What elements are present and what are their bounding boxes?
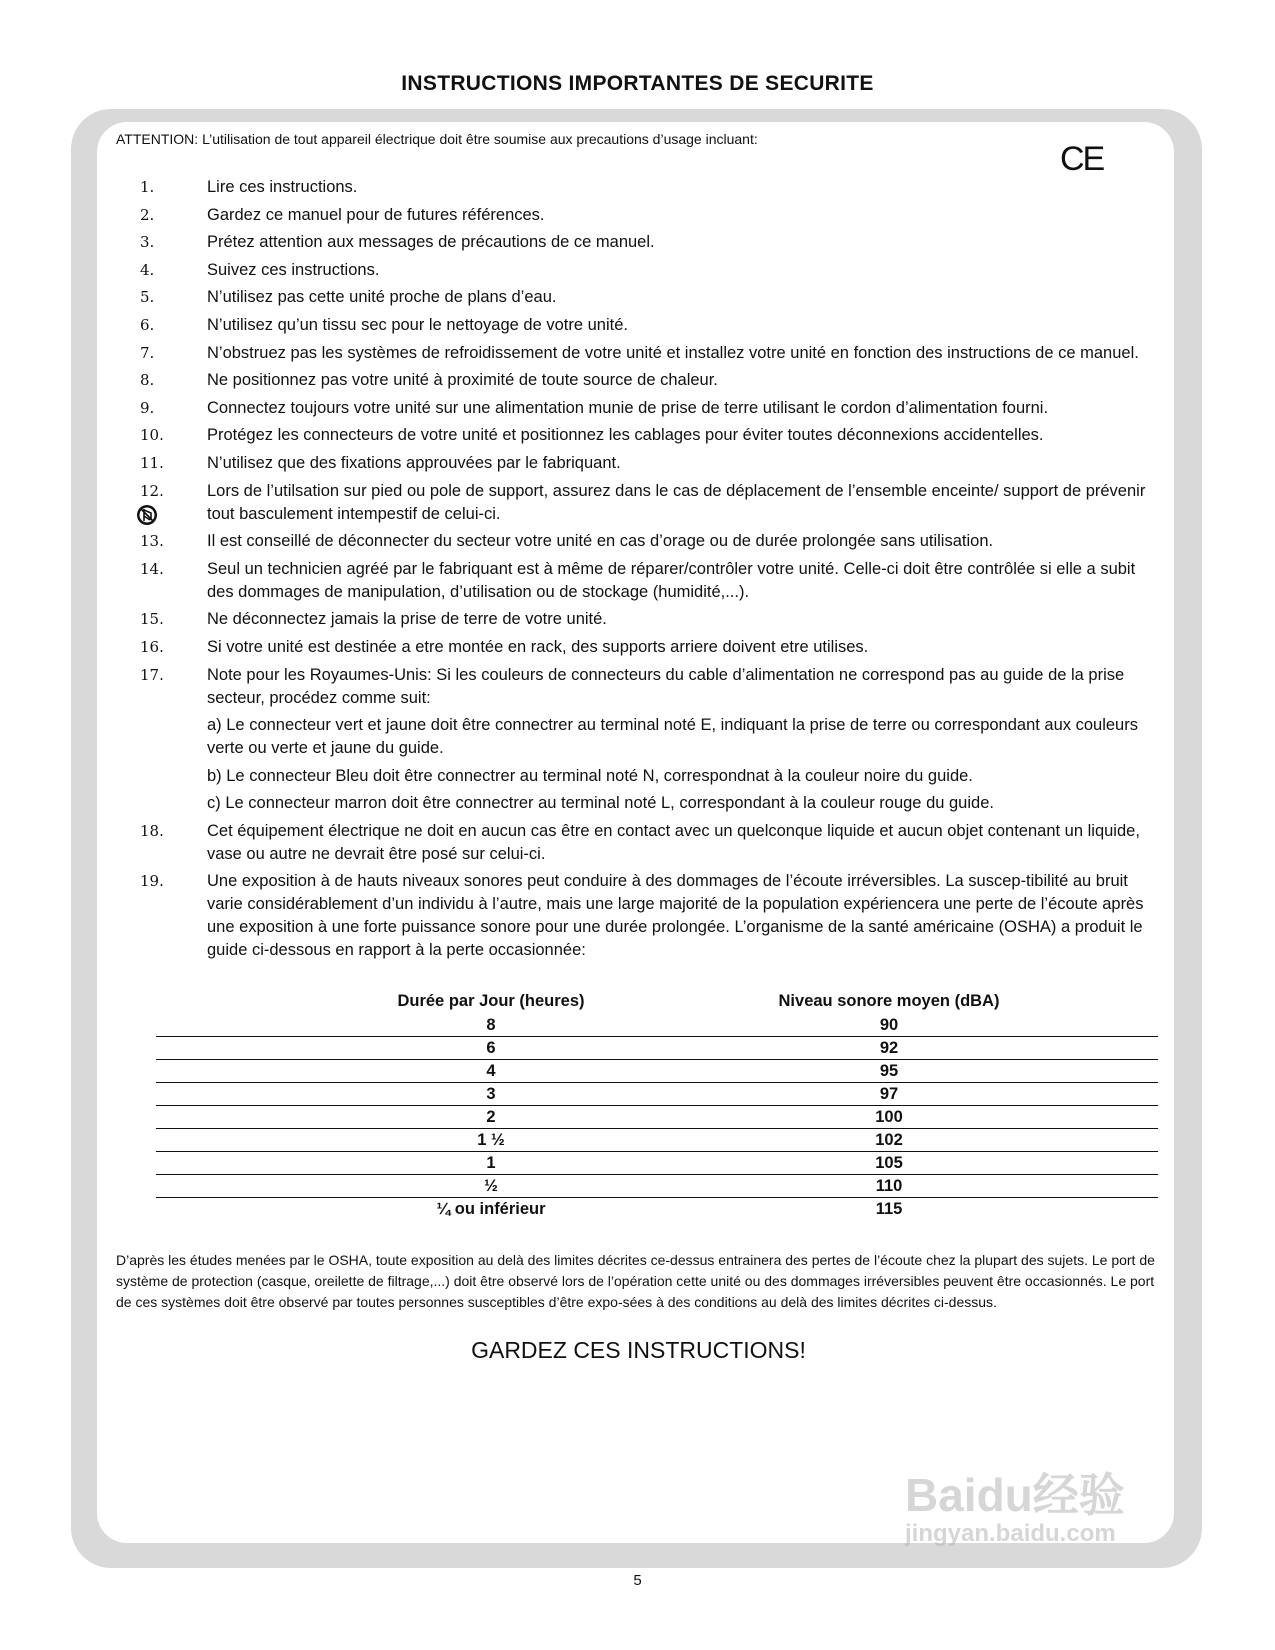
table-header <box>156 990 1158 1014</box>
item-text: Une exposition à de hauts niveaux sonores peut conduire à des dommages de l’écoute irréversibles. La suscep-tibilité au bruit varie considérablement d’un individu à l’autre, mais une large majorité de la population expériencera une perte de l’écoute après une exposition à une forte puissance sonore pour une durée prolongée. L’organisme de la santé américaine (OSHA) a produit le guide ci-dessous en rapport à la perte occasionnée: <box>207 872 1144 960</box>
item-number: 8. <box>140 371 155 390</box>
item-number: 5. <box>140 288 155 307</box>
item-number: 3. <box>140 233 155 252</box>
list-item <box>140 286 1160 309</box>
list-item <box>140 397 1160 420</box>
list-item <box>140 558 1160 604</box>
list-item <box>140 530 1160 553</box>
item-number: 14. <box>140 559 164 578</box>
sub-item: c) Le connecteur marron doit être connectrer au terminal noté L, correspondant à la couleur rouge du guide. <box>207 794 994 813</box>
list-item <box>140 608 1160 631</box>
level-cell: 102 <box>875 1131 903 1150</box>
tripod-warning-icon <box>136 504 158 526</box>
header-duration: Durée par Jour (heures) <box>397 992 585 1011</box>
sub-item: b) Le connecteur Bleu doit être connectrer au terminal noté N, correspondnat à la couleur noire du guide. <box>207 766 973 785</box>
item-number: 6. <box>140 315 155 334</box>
duration-cell: 2 <box>486 1108 496 1127</box>
duration-cell: ½ <box>484 1177 498 1196</box>
keep-instructions-heading: GARDEZ CES INSTRUCTIONS! <box>471 1337 806 1364</box>
item-number: 16. <box>140 637 164 656</box>
watermark <box>905 1470 1125 1548</box>
item-text: Il est conseillé de déconnecter du secteur votre unité en cas d’orage ou de durée prolongée sans utilisation. <box>207 532 994 551</box>
list-item <box>140 176 1160 199</box>
duration-cell: 4 <box>486 1062 496 1081</box>
level-cell: 105 <box>875 1154 903 1173</box>
duration-cell: 1 <box>486 1154 496 1173</box>
table-row <box>156 1152 1158 1175</box>
list-item <box>140 314 1160 337</box>
item-text: Note pour les Royaumes-Unis: Si les couleurs de connecteurs du cable d’alimentation ne correspond pas au guide de la prise secteur, procédez comme suit: <box>207 665 1125 707</box>
duration-cell: 1 ½ <box>477 1131 505 1150</box>
item-number: 9. <box>140 398 155 417</box>
watermark-logo: Baidu经验 <box>905 1469 1125 1521</box>
level-cell: 92 <box>879 1039 899 1058</box>
item-number: 11. <box>140 453 164 472</box>
item-text: N’utilisez qu’un tissu sec pour le nettoyage de votre unité. <box>207 315 628 334</box>
level-cell: 97 <box>879 1085 899 1104</box>
item-text: Prétez attention aux messages de précautions de ce manuel. <box>207 233 655 252</box>
item-text: Seul un technicien agréé par le fabriquant est à même de réparer/contrôler votre unité. Celle-ci doit être contrôlée si elle a subit des dommages de manipulation, d’utilisation ou de stockage (humidité,...). <box>207 559 1136 601</box>
table-row <box>156 1014 1158 1037</box>
instruction-list <box>140 176 1160 962</box>
item-number: 15. <box>140 610 164 629</box>
item-number: 7. <box>140 343 155 362</box>
item-number: 2. <box>140 205 155 224</box>
item-text: Cet équipement électrique ne doit en aucun cas être en contact avec un quelconque liquide et aucun objet contenant un liquide, vase ou autre ne devrait être posé sur celui-ci. <box>207 821 1140 863</box>
table-row <box>156 1175 1158 1198</box>
header-level: Niveau sonore moyen (dBA) <box>778 992 1000 1011</box>
level-cell: 95 <box>879 1062 899 1081</box>
item-text: Suivez ces instructions. <box>207 260 380 279</box>
item-number: 10. <box>140 426 164 445</box>
item-text: N’utilisez pas cette unité proche de plans d’eau. <box>207 288 557 307</box>
item-text: Si votre unité est destinée a etre montée en rack, des supports arriere doivent etre utilises. <box>207 637 869 656</box>
table-row <box>156 1083 1158 1106</box>
level-cell: 100 <box>875 1108 903 1127</box>
item-text: N’utilisez que des fixations approuvées par le fabriquant. <box>207 453 621 472</box>
duration-cell: 3 <box>486 1085 496 1104</box>
attention-text: ATTENTION: L’utilisation de tout appareil électrique doit être soumise aux precautions d’usage incluant: <box>116 131 758 147</box>
table-row <box>156 1060 1158 1083</box>
item-text: Ne déconnectez jamais la prise de terre de votre unité. <box>207 610 607 629</box>
item-number: 1. <box>140 178 155 196</box>
duration-cell: ¼ ou inférieur <box>436 1200 546 1219</box>
table-row <box>156 1106 1158 1129</box>
item-number: 19. <box>140 872 164 891</box>
level-cell: 90 <box>879 1016 899 1035</box>
duration-cell: 6 <box>486 1039 496 1058</box>
list-item <box>140 204 1160 227</box>
list-item <box>140 259 1160 282</box>
list-item <box>140 664 1160 710</box>
item-number: 12. <box>140 481 164 500</box>
list-item <box>140 231 1160 254</box>
noise-exposure-table <box>156 990 1158 1220</box>
list-item <box>140 480 1160 526</box>
list-item <box>140 870 1160 962</box>
table-row <box>156 1129 1158 1152</box>
item-text: Gardez ce manuel pour de futures références. <box>207 205 545 224</box>
list-item <box>140 369 1160 392</box>
item-text: Ne positionnez pas votre unité à proximité de toute source de chaleur. <box>207 371 718 390</box>
item-text: Lire ces instructions. <box>207 178 358 196</box>
duration-cell: 8 <box>486 1016 496 1035</box>
level-cell: 110 <box>875 1177 903 1196</box>
item-number: 17. <box>140 665 164 684</box>
item-text: Lors de l’utilsation sur pied ou pole de support, assurez dans le cas de déplacement de l’ensemble enceinte/ support de prévenir tout basculement intempestif de celui-ci. <box>207 481 1146 523</box>
sub-item: a) Le connecteur vert et jaune doit être connectrer au terminal noté E, indiquant la prise de terre ou correspondant aux couleurs verte ou verte et jaune du guide. <box>207 716 1138 758</box>
list-item <box>140 452 1160 475</box>
watermark-url: jingyan.baidu.com <box>905 1520 1116 1547</box>
item-text: Protégez les connecteurs de votre unité et positionnez les cablages pour éviter toutes déconnexions accidentelles. <box>207 426 1044 445</box>
table-row <box>156 1198 1158 1220</box>
item-text: N’obstruez pas les systèmes de refroidissement de votre unité et installez votre unité en fonction des instructions de ce manuel. <box>207 343 1139 362</box>
item-number: 13. <box>140 532 164 551</box>
list-item <box>140 424 1160 447</box>
item-number: 18. <box>140 821 164 840</box>
item-number: 4. <box>140 260 155 279</box>
page-title: INSTRUCTIONS IMPORTANTES DE SECURITE <box>401 72 874 95</box>
table-row <box>156 1037 1158 1060</box>
osha-note: D’après les études menées par le OSHA, toute exposition au delà des limites décrites ce-dessus entrainera des pertes de l’écoute chez la plupart des sujets. Le port de système de protection (casque, oreilette de filtrage,...) doit être observé lors de l’opération cette unité ou des dommages irréversibles peuvent être occasionnés. Le port de ces systèmes doit être observé par toutes personnes susceptibles d’être expo-sées à des conditions au delà des limites décrites ci-dessus. <box>116 1252 1155 1311</box>
list-item <box>140 342 1160 365</box>
list-item <box>140 636 1160 659</box>
list-item <box>140 820 1160 866</box>
ce-mark-icon: CE <box>1060 140 1104 178</box>
item-text: Connectez toujours votre unité sur une alimentation munie de prise de terre utilisant le cordon d’alimentation fourni. <box>207 398 1049 417</box>
page-number: 5 <box>633 1572 642 1589</box>
level-cell: 115 <box>875 1200 903 1219</box>
content-flow <box>116 176 1161 1364</box>
